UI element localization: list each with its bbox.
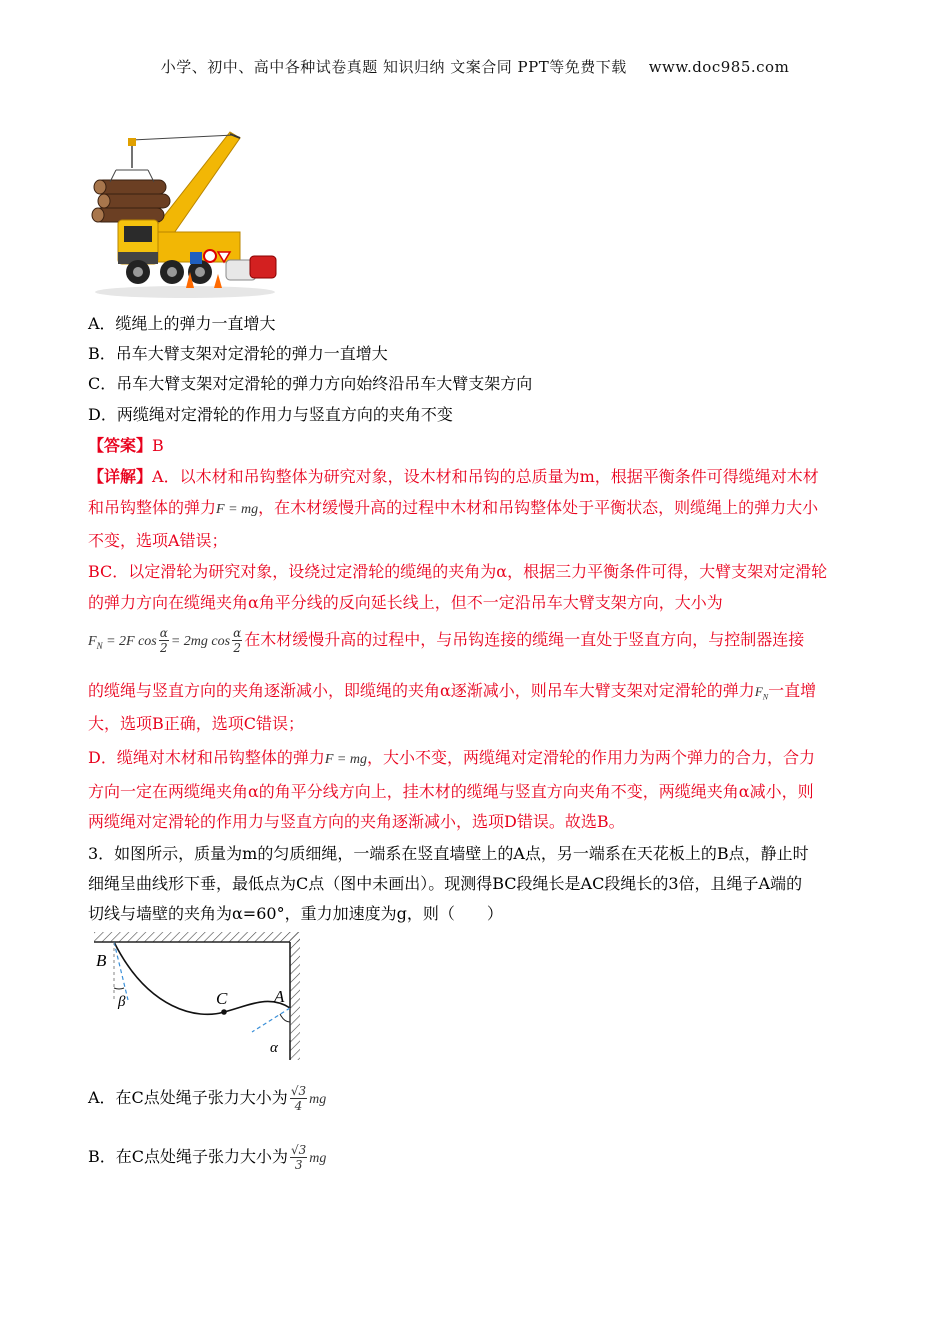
frac-alpha-2-a: $\frac{\alpha}{2}$ — [159, 626, 168, 655]
label-alpha: α — [270, 1040, 278, 1056]
q3-line-3: 切线与墙壁的夹角为α=60°，重力加速度为g，则（ ） — [88, 904, 503, 923]
detail-text-9a: D．缆绳对木材和吊钩整体的弹力 — [88, 748, 325, 767]
q3-option-b-mg: mg — [309, 1151, 327, 1166]
detail-line-3: 不变，选项A错误； — [88, 531, 228, 550]
crane-truck-illustration — [90, 124, 280, 300]
detail-line-6 — [88, 626, 804, 659]
detail-text-6b: 在木材缓慢升高的过程中，与吊钩连接的缆绳一直处于竖直方向，与控制器连接 — [244, 630, 805, 649]
detail-text-9b: ，大小不变，两缆绳对定滑轮的作用力为两个弹力的合力，合力 — [366, 748, 815, 767]
option-a: A．缆绳上的弹力一直增大 — [88, 314, 276, 333]
frac-alpha-2-b: $\frac{\alpha}{2}$ — [233, 626, 242, 655]
frac-sqrt3-over-4: $\frac{√3}{4}$ — [290, 1084, 307, 1113]
option-b: B．吊车大臂支架对定滑轮的弹力一直增大 — [88, 344, 388, 363]
q3-line-1: 3．如图所示，质量为m的匀质细绳，一端系在竖直墙壁上的A点，另一端系在天花板上的B点，静止时 — [88, 844, 809, 863]
q3-line-2: 细绳呈曲线形下垂，最低点为C点（图中未画出）。现测得BC段绳长是AC段绳长的3倍，且绳子A端的 — [88, 874, 803, 893]
label-beta: β — [118, 994, 126, 1010]
page-header — [0, 56, 950, 77]
detail-line-4: BC．以定滑轮为研究对象，设绕过定滑轮的缆绳的夹角为α，根据三力平衡条件可得，大臂支架对定滑轮 — [88, 562, 828, 581]
detail-text-7b: 一直增 — [768, 681, 817, 700]
q3-option-b — [88, 1143, 326, 1172]
detail-text-1: A．以木材和吊钩整体为研究对象，设木材和吊钩的总质量为m，根据平衡条件可得缆绳对木材 — [152, 467, 819, 486]
answer-value: B — [152, 436, 164, 455]
formula-f-mg-2: F = mg — [324, 752, 367, 767]
detail-line-9 — [88, 745, 815, 773]
detail-line-1 — [88, 464, 819, 490]
label-a: A — [274, 987, 285, 1006]
detail-text-2b: ，在木材缓慢升高的过程中木材和吊钩整体处于平衡状态，则缆绳上的弹力大小 — [258, 498, 819, 517]
option-d: D．两缆绳对定滑轮的作用力与竖直方向的夹角不变 — [88, 405, 453, 424]
q3-option-a — [88, 1084, 326, 1113]
q3-option-b-text: B．在C点处绳子张力大小为 — [88, 1147, 289, 1166]
option-c: C．吊车大臂支架对定滑轮的弹力方向始终沿吊车大臂支架方向 — [88, 374, 533, 393]
detail-text-2a: 和吊钩整体的弹力 — [88, 498, 217, 517]
detail-line-7 — [88, 678, 816, 711]
header-text: 小学、初中、高中各种试卷真题 知识归纳 文案合同 PPT等免费下载 — [160, 58, 627, 76]
detail-line-2 — [88, 495, 818, 523]
point-c-dot — [221, 1009, 227, 1015]
detail-line-5: 的弹力方向在缆绳夹角α角平分线的反向延长线上，但不一定沿吊车大臂支架方向，大小为 — [88, 593, 723, 612]
detail-label: 【详解】 — [88, 467, 153, 486]
formula-f-mg: F = mg — [216, 502, 259, 517]
header-url[interactable]: www.doc985.com — [648, 58, 790, 76]
answer-label: 【答案】 — [88, 436, 153, 455]
detail-line-8: 大，选项B正确，选项C错误； — [88, 714, 305, 733]
label-c: C — [216, 989, 228, 1008]
rope-figure — [88, 930, 308, 1065]
q3-option-a-mg: mg — [309, 1092, 327, 1107]
formula-fn: $F_N = 2F$ cos — [88, 634, 157, 651]
frac-sqrt3-over-3: $\frac{√3}{3}$ — [291, 1143, 307, 1172]
detail-text-7a: 的缆绳与竖直方向的夹角逐渐减小，即缆绳的夹角α逐渐减小，则吊车大臂支架对定滑轮的弹力 — [88, 681, 755, 700]
formula-eq2: = 2mg cos — [170, 634, 231, 649]
detail-line-11: 两缆绳对定滑轮的作用力与竖直方向的夹角逐渐减小，选项D错误。故选B。 — [88, 812, 625, 831]
detail-line-10: 方向一定在两缆绳夹角α的角平分线方向上，挂木材的缆绳与竖直方向夹角不变，两缆绳夹角α减小，则 — [88, 782, 814, 801]
q3-option-a-text: A．在C点处绳子张力大小为 — [88, 1088, 288, 1107]
answer-line — [88, 433, 164, 459]
formula-fn-2: $F_N$ — [754, 684, 769, 702]
label-b: B — [96, 951, 107, 970]
